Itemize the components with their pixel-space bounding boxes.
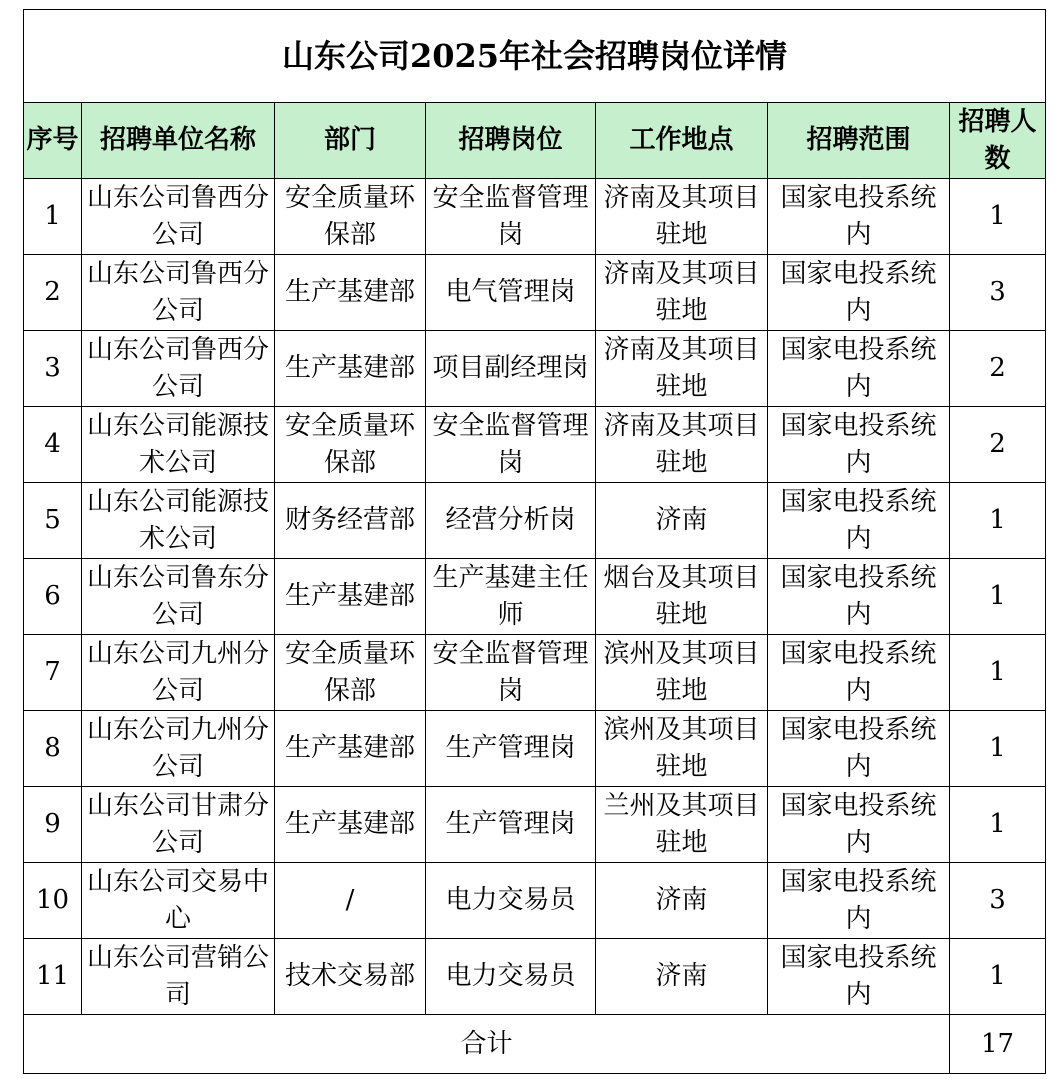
- table-row: [24, 483, 1046, 559]
- cell-location: 济南: [596, 939, 768, 1015]
- cell-post: 生产管理岗: [426, 711, 596, 787]
- table-row: [24, 939, 1046, 1015]
- cell-location: 济南及其项目驻地: [596, 179, 768, 255]
- cell-dept: 安全质量环保部: [275, 407, 426, 483]
- cell-post: 生产基建主任师: [426, 559, 596, 635]
- cell-count: 2: [950, 407, 1046, 483]
- cell-seq: 3: [24, 331, 82, 407]
- cell-count: 1: [950, 179, 1046, 255]
- cell-scope: 国家电投系统内: [768, 711, 950, 787]
- recruitment-sheet: [23, 9, 1046, 1074]
- cell-seq: 5: [24, 483, 82, 559]
- cell-seq: 9: [24, 787, 82, 863]
- cell-unit: 山东公司鲁西分公司: [82, 179, 275, 255]
- cell-dept: /: [275, 863, 426, 939]
- cell-location: 滨州及其项目驻地: [596, 635, 768, 711]
- cell-unit: 山东公司交易中心: [82, 863, 275, 939]
- cell-scope: 国家电投系统内: [768, 331, 950, 407]
- cell-seq: 7: [24, 635, 82, 711]
- cell-scope: 国家电投系统内: [768, 179, 950, 255]
- header-post: 招聘岗位: [426, 103, 596, 179]
- cell-dept: 安全质量环保部: [275, 179, 426, 255]
- cell-unit: 山东公司能源技术公司: [82, 483, 275, 559]
- cell-count: 1: [950, 559, 1046, 635]
- total-label: 合计: [24, 1015, 950, 1074]
- cell-unit: 山东公司九州分公司: [82, 635, 275, 711]
- cell-count: 1: [950, 635, 1046, 711]
- cell-count: 1: [950, 711, 1046, 787]
- cell-count: 3: [950, 255, 1046, 331]
- cell-scope: 国家电投系统内: [768, 787, 950, 863]
- cell-post: 安全监督管理岗: [426, 179, 596, 255]
- cell-unit: 山东公司甘肃分公司: [82, 787, 275, 863]
- cell-scope: 国家电投系统内: [768, 939, 950, 1015]
- header-dept: 部门: [275, 103, 426, 179]
- total-value: 17: [950, 1015, 1046, 1074]
- cell-seq: 8: [24, 711, 82, 787]
- cell-location: 济南及其项目驻地: [596, 255, 768, 331]
- table-row: [24, 559, 1046, 635]
- table-row: [24, 711, 1046, 787]
- cell-post: 安全监督管理岗: [426, 635, 596, 711]
- cell-scope: 国家电投系统内: [768, 483, 950, 559]
- cell-dept: 生产基建部: [275, 331, 426, 407]
- cell-seq: 11: [24, 939, 82, 1015]
- recruitment-table: [23, 9, 1046, 1074]
- total-row: [24, 1015, 1046, 1074]
- header-count: 招聘人数: [950, 103, 1046, 179]
- cell-seq: 2: [24, 255, 82, 331]
- header-unit: 招聘单位名称: [82, 103, 275, 179]
- cell-post: 安全监督管理岗: [426, 407, 596, 483]
- cell-count: 1: [950, 787, 1046, 863]
- cell-post: 生产管理岗: [426, 787, 596, 863]
- cell-seq: 6: [24, 559, 82, 635]
- header-location: 工作地点: [596, 103, 768, 179]
- cell-dept: 生产基建部: [275, 255, 426, 331]
- cell-scope: 国家电投系统内: [768, 559, 950, 635]
- cell-seq: 4: [24, 407, 82, 483]
- cell-seq: 1: [24, 179, 82, 255]
- cell-unit: 山东公司鲁西分公司: [82, 331, 275, 407]
- header-seq: 序号: [24, 103, 82, 179]
- header-row: [24, 103, 1046, 179]
- cell-location: 济南及其项目驻地: [596, 407, 768, 483]
- cell-scope: 国家电投系统内: [768, 863, 950, 939]
- cell-post: 电力交易员: [426, 863, 596, 939]
- table-row: [24, 787, 1046, 863]
- cell-unit: 山东公司鲁西分公司: [82, 255, 275, 331]
- cell-location: 烟台及其项目驻地: [596, 559, 768, 635]
- cell-unit: 山东公司鲁东分公司: [82, 559, 275, 635]
- table-row: [24, 407, 1046, 483]
- cell-scope: 国家电投系统内: [768, 635, 950, 711]
- table-title: 山东公司2025年社会招聘岗位详情: [24, 10, 1046, 103]
- cell-post: 经营分析岗: [426, 483, 596, 559]
- cell-dept: 生产基建部: [275, 559, 426, 635]
- table-row: [24, 331, 1046, 407]
- table-row: [24, 863, 1046, 939]
- cell-count: 1: [950, 483, 1046, 559]
- cell-unit: 山东公司九州分公司: [82, 711, 275, 787]
- cell-post: 项目副经理岗: [426, 331, 596, 407]
- cell-post: 电力交易员: [426, 939, 596, 1015]
- cell-location: 济南: [596, 863, 768, 939]
- cell-scope: 国家电投系统内: [768, 255, 950, 331]
- cell-count: 2: [950, 331, 1046, 407]
- cell-location: 兰州及其项目驻地: [596, 787, 768, 863]
- cell-dept: 技术交易部: [275, 939, 426, 1015]
- header-scope: 招聘范围: [768, 103, 950, 179]
- cell-post: 电气管理岗: [426, 255, 596, 331]
- cell-location: 济南: [596, 483, 768, 559]
- cell-scope: 国家电投系统内: [768, 407, 950, 483]
- cell-location: 济南及其项目驻地: [596, 331, 768, 407]
- cell-count: 1: [950, 939, 1046, 1015]
- cell-dept: 安全质量环保部: [275, 635, 426, 711]
- cell-unit: 山东公司营销公司: [82, 939, 275, 1015]
- table-row: [24, 179, 1046, 255]
- cell-unit: 山东公司能源技术公司: [82, 407, 275, 483]
- cell-dept: 生产基建部: [275, 711, 426, 787]
- table-row: [24, 635, 1046, 711]
- cell-count: 3: [950, 863, 1046, 939]
- cell-dept: 财务经营部: [275, 483, 426, 559]
- table-row: [24, 255, 1046, 331]
- cell-dept: 生产基建部: [275, 787, 426, 863]
- cell-seq: 10: [24, 863, 82, 939]
- cell-location: 滨州及其项目驻地: [596, 711, 768, 787]
